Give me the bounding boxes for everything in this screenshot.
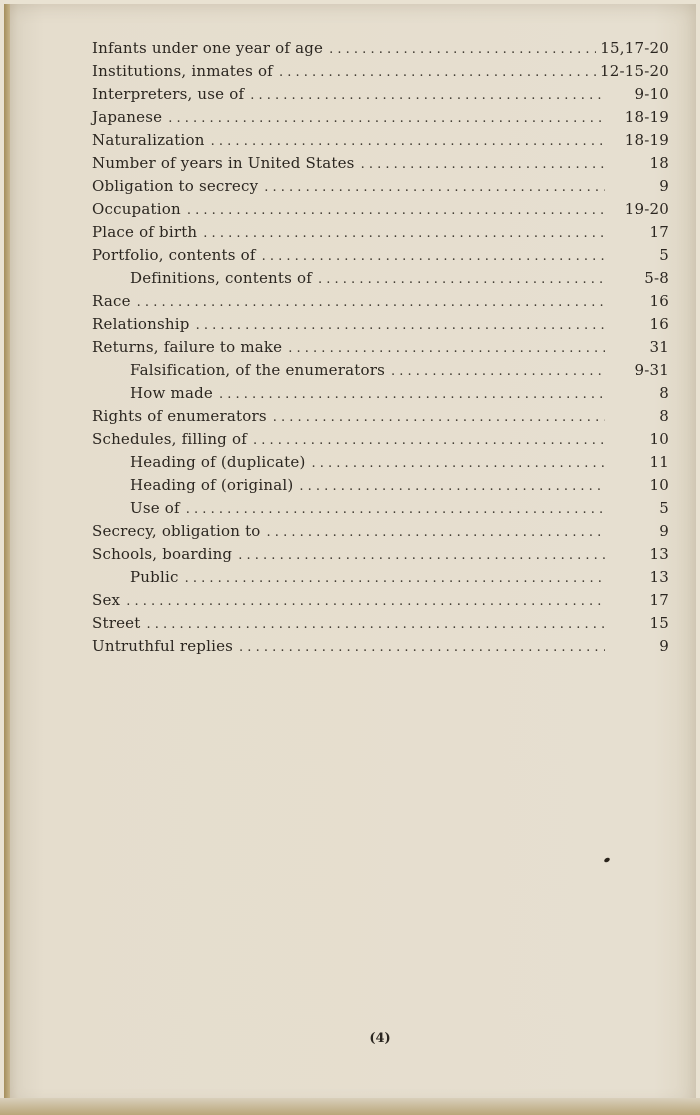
entry-label: Relationship xyxy=(92,315,190,333)
entry-pages: 8 xyxy=(659,407,669,425)
page-number: (4) xyxy=(369,1031,391,1046)
entry-pages: 9-10 xyxy=(634,85,669,103)
index-list xyxy=(92,37,669,658)
entry-label: Japanese xyxy=(92,108,163,126)
entry-pages: 5 xyxy=(659,246,669,264)
dot-leader xyxy=(361,153,605,176)
entry-label: Secrecy, obligation to xyxy=(92,522,261,540)
index-entry xyxy=(92,405,669,428)
entry-label: Occupation xyxy=(92,200,181,218)
entry-pages: 5 xyxy=(659,499,669,517)
dot-leader xyxy=(137,291,605,314)
entry-pages: 17 xyxy=(649,223,669,241)
dot-leader xyxy=(203,222,605,245)
index-entry xyxy=(92,175,669,198)
index-entry xyxy=(92,336,669,359)
index-entry xyxy=(92,83,669,106)
entry-label: Obligation to secrecy xyxy=(92,177,259,195)
dot-leader xyxy=(264,176,605,199)
entry-label: Institutions, inmates of xyxy=(92,62,273,80)
index-entry xyxy=(92,198,669,221)
binding-edge xyxy=(4,4,10,1108)
entry-label: Use of xyxy=(130,499,180,517)
entry-label: Street xyxy=(92,614,141,632)
index-entry xyxy=(92,60,669,83)
index-entry xyxy=(92,313,669,336)
dot-leader xyxy=(186,498,605,521)
index-subentry xyxy=(92,382,669,405)
index-entry xyxy=(92,37,669,60)
index-entry xyxy=(92,589,669,612)
dot-leader xyxy=(185,567,605,590)
entry-pages: 18-19 xyxy=(624,108,669,126)
index-entry xyxy=(92,520,669,543)
entry-label: How made xyxy=(130,384,213,402)
entry-label: Schools, boarding xyxy=(92,545,233,563)
index-entry xyxy=(92,221,669,244)
dot-leader xyxy=(279,61,596,84)
index-entry xyxy=(92,129,669,152)
entry-label: Definitions, contents of xyxy=(130,269,312,287)
entry-pages: 9-31 xyxy=(634,361,669,379)
index-subentry xyxy=(92,359,669,382)
index-subentry xyxy=(92,566,669,589)
entry-pages: 16 xyxy=(649,292,669,310)
entry-pages: 9 xyxy=(659,637,669,655)
dot-leader xyxy=(146,613,605,636)
dot-leader xyxy=(250,84,605,107)
entry-pages: 31 xyxy=(649,338,669,356)
dot-leader xyxy=(219,383,605,406)
entry-label: Heading of (duplicate) xyxy=(130,453,306,471)
entry-label: Schedules, filling of xyxy=(92,430,247,448)
entry-pages: 18 xyxy=(649,154,669,172)
index-subentry xyxy=(92,267,669,290)
index-entry xyxy=(92,543,669,566)
entry-pages: 17 xyxy=(649,591,669,609)
index-subentry xyxy=(92,451,669,474)
dot-leader xyxy=(239,636,605,659)
index-entry xyxy=(92,152,669,175)
dot-leader xyxy=(288,337,605,360)
entry-label: Public xyxy=(130,568,179,586)
dot-leader xyxy=(312,452,606,475)
entry-pages: 12-15-20 xyxy=(600,62,669,80)
dot-leader xyxy=(196,314,605,337)
entry-label: Number of years in United States xyxy=(92,154,355,172)
entry-pages: 10 xyxy=(649,430,669,448)
dot-leader xyxy=(299,475,605,498)
entry-label: Interpreters, use of xyxy=(92,85,245,103)
entry-pages: 15 xyxy=(649,614,669,632)
index-entry xyxy=(92,106,669,129)
index-subentry xyxy=(92,497,669,520)
entry-pages: 15,17-20 xyxy=(600,39,669,57)
entry-pages: 19-20 xyxy=(624,200,669,218)
bottom-edge xyxy=(0,1098,700,1115)
dot-leader xyxy=(168,107,605,130)
entry-pages: 13 xyxy=(649,568,669,586)
entry-label: Race xyxy=(92,292,131,310)
entry-label: Untruthful replies xyxy=(92,637,234,655)
entry-label: Heading of (original) xyxy=(130,476,294,494)
dot-leader xyxy=(187,199,605,222)
entry-label: Naturalization xyxy=(92,131,205,149)
index-entry xyxy=(92,635,669,658)
entry-label: Falsification, of the enumerators xyxy=(130,361,385,379)
dot-leader xyxy=(329,38,596,61)
entry-pages: 10 xyxy=(649,476,669,494)
index-entry xyxy=(92,244,669,267)
dot-leader xyxy=(273,406,605,429)
entry-pages: 9 xyxy=(659,177,669,195)
index-entry xyxy=(92,612,669,635)
entry-pages: 9 xyxy=(659,522,669,540)
entry-pages: 16 xyxy=(649,315,669,333)
dot-leader xyxy=(318,268,605,291)
index-subentry xyxy=(92,474,669,497)
entry-label: Rights of enumerators xyxy=(92,407,267,425)
dot-leader xyxy=(238,544,605,567)
dot-leader xyxy=(267,521,605,544)
entry-pages: 13 xyxy=(649,545,669,563)
entry-label: Returns, failure to make xyxy=(92,338,283,356)
entry-pages: 11 xyxy=(649,453,669,471)
dot-leader xyxy=(253,429,605,452)
entry-label: Infants under one year of age xyxy=(92,39,324,57)
dot-leader xyxy=(126,590,605,613)
entry-label: Portfolio, contents of xyxy=(92,246,256,264)
entry-pages: 8 xyxy=(659,384,669,402)
entry-pages: 18-19 xyxy=(624,131,669,149)
entry-label: Sex xyxy=(92,591,121,609)
dot-leader xyxy=(391,360,605,383)
dot-leader xyxy=(262,245,605,268)
dot-leader xyxy=(211,130,605,153)
entry-pages: 5-8 xyxy=(644,269,669,287)
index-entry xyxy=(92,428,669,451)
index-entry xyxy=(92,290,669,313)
entry-label: Place of birth xyxy=(92,223,198,241)
